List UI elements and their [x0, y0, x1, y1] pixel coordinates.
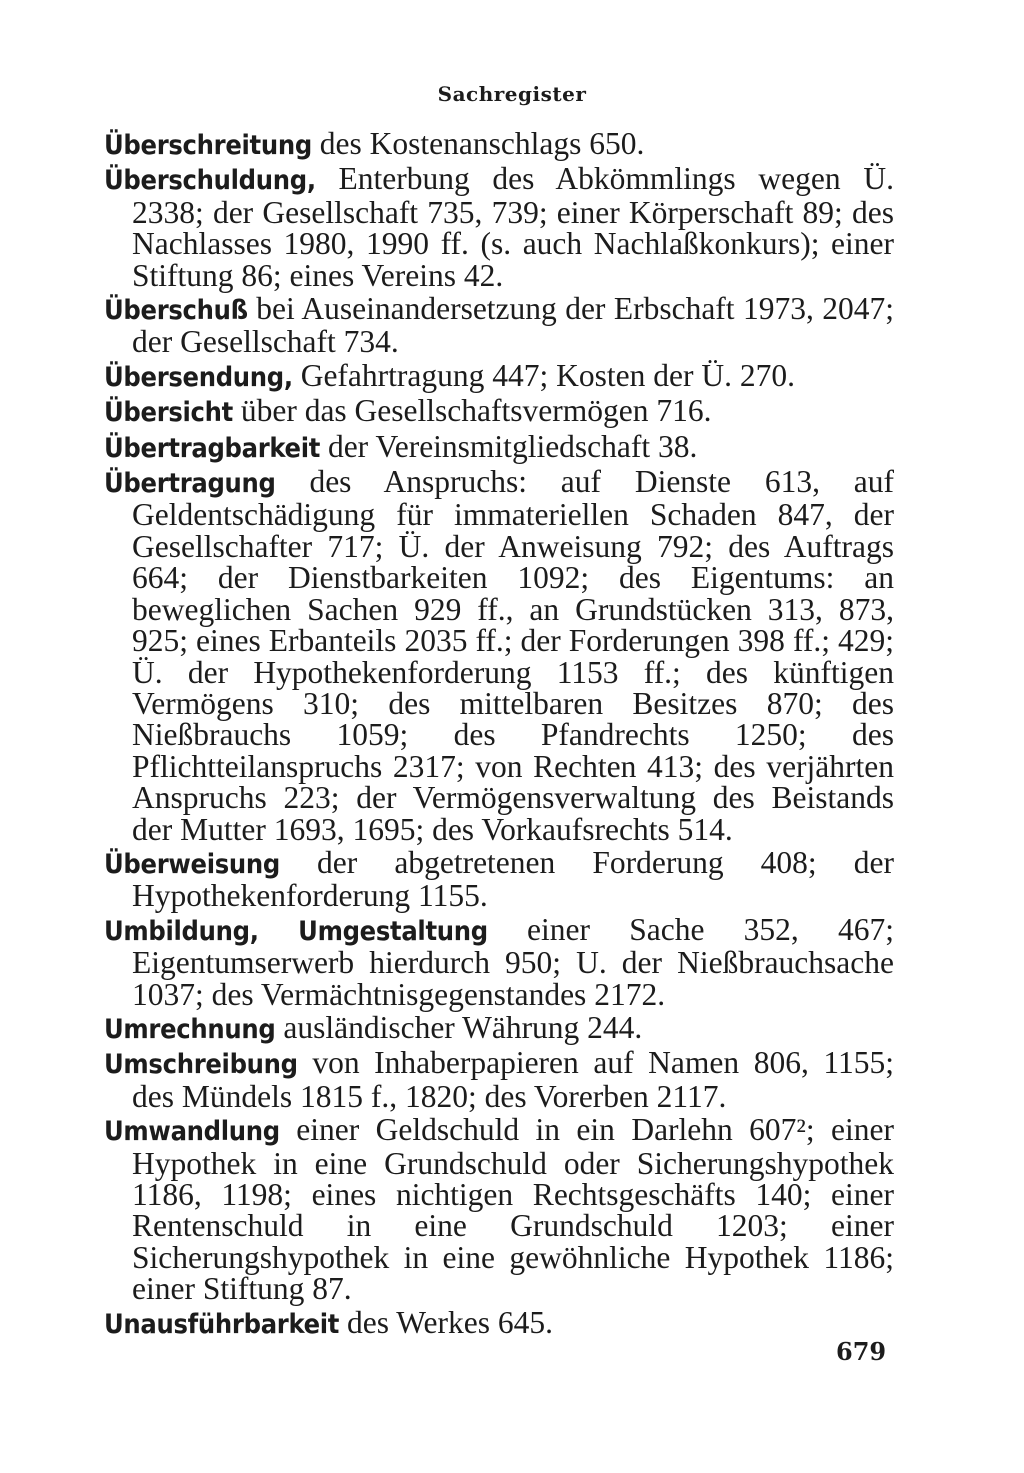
entry-text: bei Auseinandersetzung der Erbschaft 1973, 2047; der Gesellschaft 734.: [132, 291, 894, 360]
entry-headword: Übertragung: [104, 468, 276, 500]
index-entry: [104, 1009, 894, 1045]
index-entry: [104, 357, 894, 393]
entry-headword: Übertragbarkeit: [104, 432, 321, 464]
entry-headword: Überweisung: [104, 848, 280, 880]
entry-headword: Umrechnung: [104, 1013, 276, 1045]
entry-headword: Überschuß: [104, 295, 248, 327]
page-number: 679: [836, 1337, 887, 1366]
index-entry: [104, 395, 894, 428]
index-entry: [104, 1047, 894, 1112]
entry-text: des Anspruchs: auf Dienste 613, auf Geldentschädigung für immateriellen Schaden 847, der Gesellschafter 717; Ü. der Anweisung 792; des Auftrags 664; der Dienstbarkeiten 1092; des Eigentums: an beweglichen Sachen 929 ff., an Grundstücken 313, 873, 925; eines Erbanteils 2035 ff.; der Forderungen 398 ff.; 429; Ü. der Hypothekenforderung 1153 ff.; des künftigen Vermögens 310; des mittelbaren Besitzes 870; des Nießbrauchs 1059; des Pfandrechts 1250; des Pflichtteilanspruchs 2317; von Rechten 413; des verjährten Anspruchs 223; der Vermögensverwaltung des Beistands der Mutter 1693, 1695; des Vorkaufsrechts 514.: [132, 464, 894, 847]
entry-headword: Überschuldung,: [104, 165, 316, 197]
entry-text: einer Sache 352, 467; Eigentumserwerb hierdurch 950; U. der Nießbrauchsache 1037; des Vermächtnisgegenstandes 2172.: [132, 911, 894, 1012]
entry-text: einer Geldschuld in ein Darlehn 607²; einer Hypothek in eine Grundschuld oder Sicherungshypothek 1186, 1198; eines nichtigen Rechtsgeschäfts 140; einer Rentenschuld in eine Grundschuld 1203; einer Sicherungshypothek in eine gewöhnliche Hypothek 1186; einer Stiftung 87.: [132, 1112, 894, 1307]
entry-headword: Umwandlung: [104, 1116, 280, 1148]
entry-text: der abgetretenen Forderung 408; der Hypothekenforderung 1155.: [132, 844, 894, 914]
index-entry: [104, 163, 894, 291]
entry-text: des Kostenanschlags 650.: [311, 126, 645, 161]
index-entry: [104, 844, 894, 914]
entry-text: der Vereinsmitgliedschaft 38.: [320, 428, 698, 464]
entry-text: Enterbung des Abkömmlings wegen Ü. 2338; der Gesellschaft 735, 739; einer Körperschaft 89; des Nachlasses 1980, 1990 ff. (s. auch Nachlaßkonkurs); einer Stiftung 86; eines Vereins 42.: [132, 161, 894, 293]
entry-text: des Werkes 645.: [339, 1304, 553, 1340]
index-entry: [104, 1304, 894, 1340]
entry-headword: Umschreibung: [104, 1049, 298, 1081]
index-entry: [104, 128, 894, 161]
entry-headword: Umbildung, Umgestaltung: [104, 915, 488, 947]
index-entry: [104, 293, 894, 358]
entry-headword: Übersendung,: [104, 361, 293, 393]
entry-headword: Überschreitung: [104, 130, 312, 161]
entry-headword: Übersicht: [104, 397, 233, 429]
index-entry: [104, 466, 894, 845]
index-entry: [104, 1112, 894, 1307]
entry-headword: Unausführbarkeit: [104, 1308, 340, 1340]
entry-text: ausländischer Währung 244.: [275, 1009, 643, 1045]
entry-text: Gefahrtragung 447; Kosten der Ü. 270.: [292, 357, 795, 393]
index-entries: [104, 128, 894, 1342]
index-entry: [104, 911, 894, 1012]
index-entry: [104, 428, 894, 464]
entry-text: von Inhaberpapieren auf Namen 806, 1155; des Mündels 1815 f., 1820; des Vorerben 2117.: [132, 1045, 894, 1114]
entry-text: über das Gesellschaftsvermögen 716.: [232, 393, 712, 429]
running-header: Sachregister: [437, 82, 587, 106]
